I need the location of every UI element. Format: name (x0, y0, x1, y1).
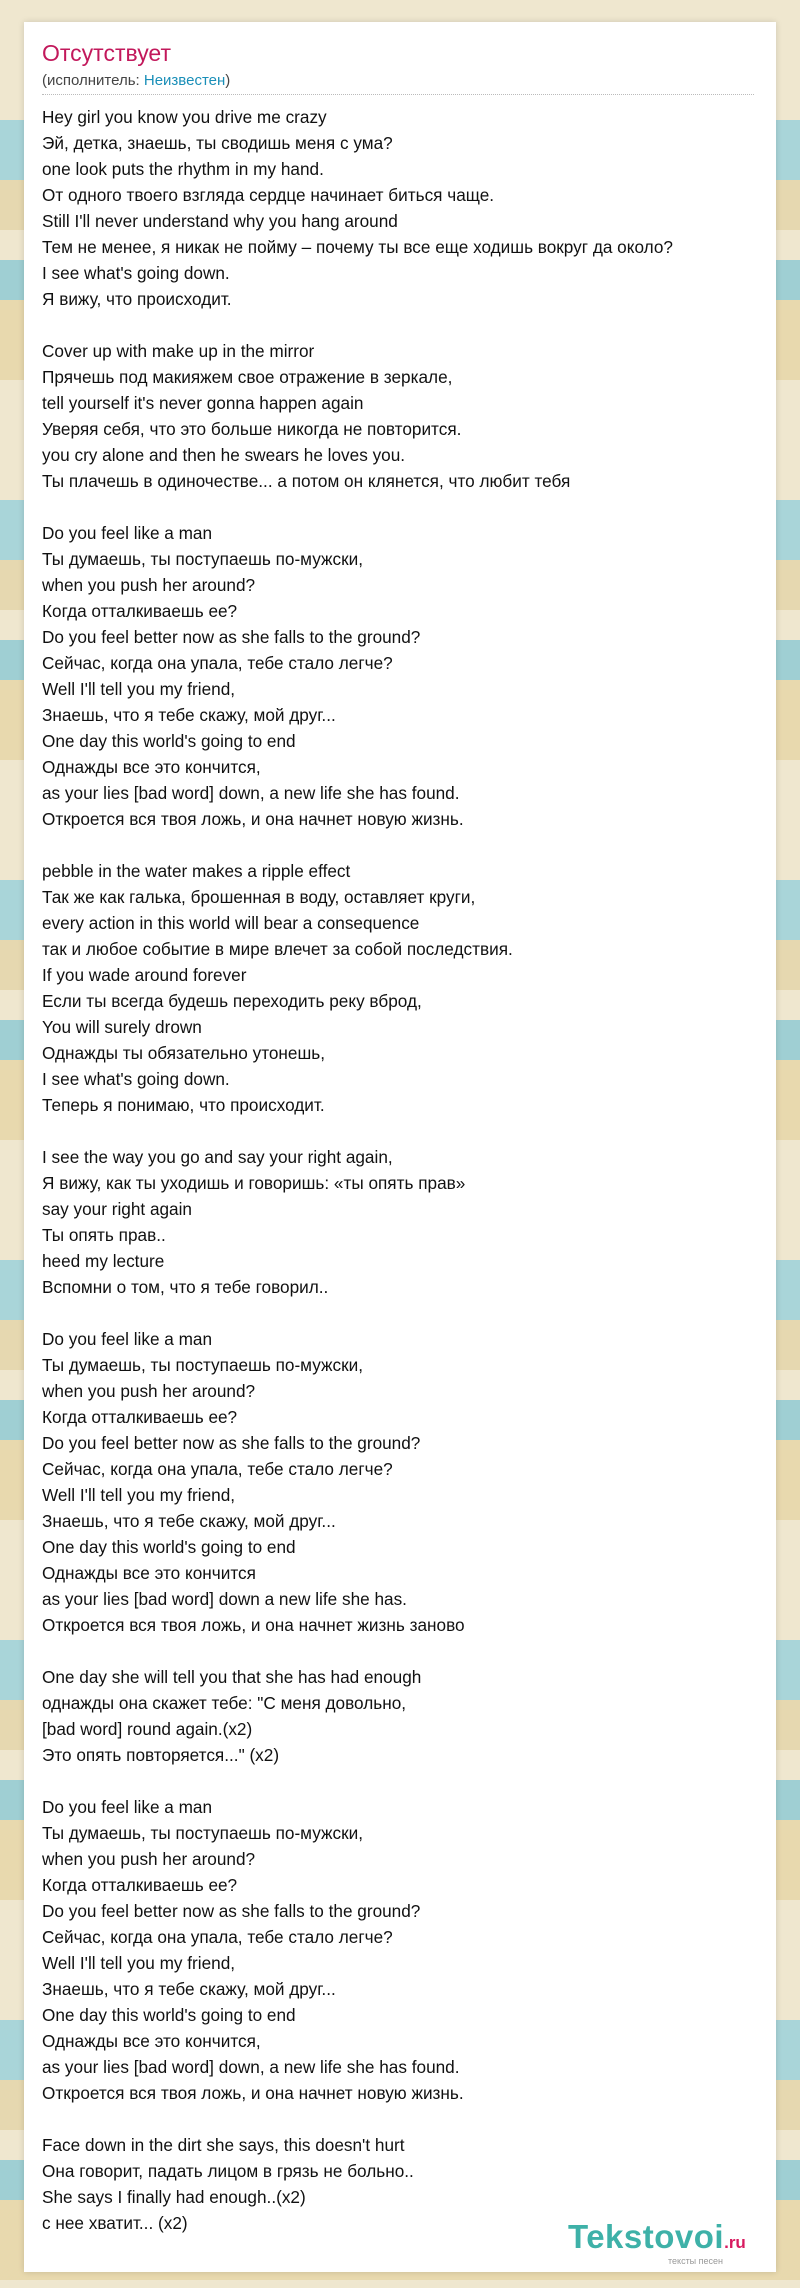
lyric-line: Ты опять прав.. (42, 1225, 166, 1245)
lyric-line (42, 832, 782, 858)
lyric-line: Когда отталкиваешь ее? (42, 1875, 238, 1895)
lyric-line: Однажды все это кончится (42, 1563, 256, 1583)
lyric-line: If you wade around forever (42, 965, 247, 985)
lyric-line: с нее хватит... (x2) (42, 2213, 188, 2233)
lyric-line: Однажды все это кончится, (42, 2031, 261, 2051)
lyric-line: однажды она скажет тебе: "С меня довольно, (42, 1693, 407, 1713)
lyric-line: You will surely drown (42, 1017, 202, 1037)
lyric-line: Если ты всегда будешь переходить реку вброд, (42, 991, 422, 1011)
artist-suffix: ) (225, 72, 231, 89)
lyric-line: One day she will tell you that she has had enough (42, 1667, 422, 1687)
lyric-line: Сейчас, когда она упала, тебе стало легче? (42, 1927, 393, 1947)
lyric-line (42, 312, 782, 338)
lyric-line: She says I finally had enough..(x2) (42, 2187, 306, 2207)
lyric-line: От одного твоего взгляда сердце начинает биться чаще. (42, 185, 495, 205)
lyric-line: heed my lecture (42, 1251, 165, 1271)
lyric-line: when you push her around? (42, 1381, 256, 1401)
logo-tagline: тексты песен (668, 2256, 724, 2266)
lyric-line: Это опять повторяется..." (x2) (42, 1745, 280, 1765)
lyric-line: Face down in the dirt she says, this doesn't hurt (42, 2135, 405, 2155)
lyric-line (42, 1300, 782, 1326)
lyric-line: Вспомни о том, что я тебе говорил.. (42, 1277, 329, 1297)
lyric-line: pebble in the water makes a ripple effect (42, 861, 351, 881)
lyric-line: Знаешь, что я тебе скажу, мой друг... (42, 1979, 336, 1999)
lyric-line: Still I'll never understand why you hang around (42, 211, 398, 231)
lyric-line: One day this world's going to end (42, 1537, 296, 1557)
lyric-line: Тем не менее, я никак не пойму – почему ты все еще ходишь вокруг да около? (42, 237, 673, 257)
lyric-line (42, 1638, 782, 1664)
lyric-line: так и любое событие в мире влечет за собой последствия. (42, 939, 513, 959)
lyric-line: when you push her around? (42, 1849, 256, 1869)
site-logo[interactable] (568, 2218, 746, 2256)
lyric-line: One day this world's going to end (42, 731, 296, 751)
lyric-line: Она говорит, падать лицом в грязь не больно.. (42, 2161, 414, 2181)
artist-line (42, 72, 230, 89)
lyric-line: Сейчас, когда она упала, тебе стало легче? (42, 653, 393, 673)
lyric-line: Я вижу, как ты уходишь и говоришь: «ты опять прав» (42, 1173, 466, 1193)
lyric-line: Откроется вся твоя ложь, и она начнет новую жизнь. (42, 2083, 464, 2103)
lyric-line: every action in this world will bear a consequence (42, 913, 420, 933)
lyric-line: Do you feel like a man (42, 523, 213, 543)
lyric-line: Прячешь под макияжем свое отражение в зеркале, (42, 367, 453, 387)
lyric-line: Do you feel like a man (42, 1797, 213, 1817)
lyric-line: Откроется вся твоя ложь, и она начнет новую жизнь. (42, 809, 464, 829)
lyric-line: as your lies [bad word] down, a new life she has found. (42, 2057, 460, 2077)
lyric-line: Ты думаешь, ты поступаешь по-мужски, (42, 1355, 363, 1375)
lyric-line: One day this world's going to end (42, 2005, 296, 2025)
lyric-line: tell yourself it's never gonna happen again (42, 393, 364, 413)
artist-link[interactable]: Неизвестен (143, 72, 226, 89)
lyric-line: one look puts the rhythm in my hand. (42, 159, 324, 179)
lyric-line: Когда отталкиваешь ее? (42, 601, 238, 621)
lyric-line: I see what's going down. (42, 1069, 230, 1089)
artist-prefix: (исполнитель: (42, 72, 144, 89)
lyric-line: Well I'll tell you my friend, (42, 679, 236, 699)
lyric-line: Теперь я понимаю, что происходит. (42, 1095, 325, 1115)
song-title: Отсутствует (42, 40, 171, 66)
lyric-line: Эй, детка, знаешь, ты сводишь меня с ума? (42, 133, 393, 153)
lyric-line: Знаешь, что я тебе скажу, мой друг... (42, 1511, 336, 1531)
lyric-line: Do you feel better now as she falls to the ground? (42, 1433, 421, 1453)
lyric-line: Однажды все это кончится, (42, 757, 261, 777)
lyric-line: say your right again (42, 1199, 192, 1219)
lyric-line: Ты думаешь, ты поступаешь по-мужски, (42, 1823, 363, 1843)
lyric-line: Do you feel better now as she falls to the ground? (42, 1901, 421, 1921)
lyric-line (42, 1118, 782, 1144)
lyric-line: Ты думаешь, ты поступаешь по-мужски, (42, 549, 363, 569)
lyric-line: Я вижу, что происходит. (42, 289, 232, 309)
lyric-line: Так же как галька, брошенная в воду, оставляет круги, (42, 887, 476, 907)
lyric-line: Well I'll tell you my friend, (42, 1953, 236, 1973)
lyric-line: as your lies [bad word] down, a new life she has found. (42, 783, 460, 803)
lyrics-text (42, 104, 782, 2236)
lyric-line (42, 2106, 782, 2132)
lyric-line: Когда отталкиваешь ее? (42, 1407, 238, 1427)
lyric-line: Ты плачешь в одиночестве... а потом он клянется, что любит тебя (42, 471, 571, 491)
logo-name: Tekstovoi (568, 2218, 725, 2255)
lyric-line: Do you feel better now as she falls to the ground? (42, 627, 421, 647)
lyric-line: Знаешь, что я тебе скажу, мой друг... (42, 705, 336, 725)
lyric-line: you cry alone and then he swears he loves you. (42, 445, 406, 465)
lyric-line: [bad word] round again.(x2) (42, 1719, 253, 1739)
lyric-line: Well I'll tell you my friend, (42, 1485, 236, 1505)
lyric-line: Уверяя себя, что это больше никогда не повторится. (42, 419, 462, 439)
lyric-line: I see what's going down. (42, 263, 230, 283)
lyric-line: I see the way you go and say your right again, (42, 1147, 393, 1167)
title-divider (42, 94, 754, 95)
lyric-line: Do you feel like a man (42, 1329, 213, 1349)
lyric-line (42, 1768, 782, 1794)
lyric-line (42, 494, 782, 520)
lyric-line: Откроется вся твоя ложь, и она начнет жизнь заново (42, 1615, 465, 1635)
lyric-line: Сейчас, когда она упала, тебе стало легче? (42, 1459, 393, 1479)
logo-tld: .ru (724, 2233, 746, 2252)
lyric-line: Cover up with make up in the mirror (42, 341, 315, 361)
lyric-line: as your lies [bad word] down a new life she has. (42, 1589, 407, 1609)
lyric-line: when you push her around? (42, 575, 256, 595)
lyric-line: Hey girl you know you drive me crazy (42, 107, 327, 127)
lyric-line: Однажды ты обязательно утонешь, (42, 1043, 325, 1063)
